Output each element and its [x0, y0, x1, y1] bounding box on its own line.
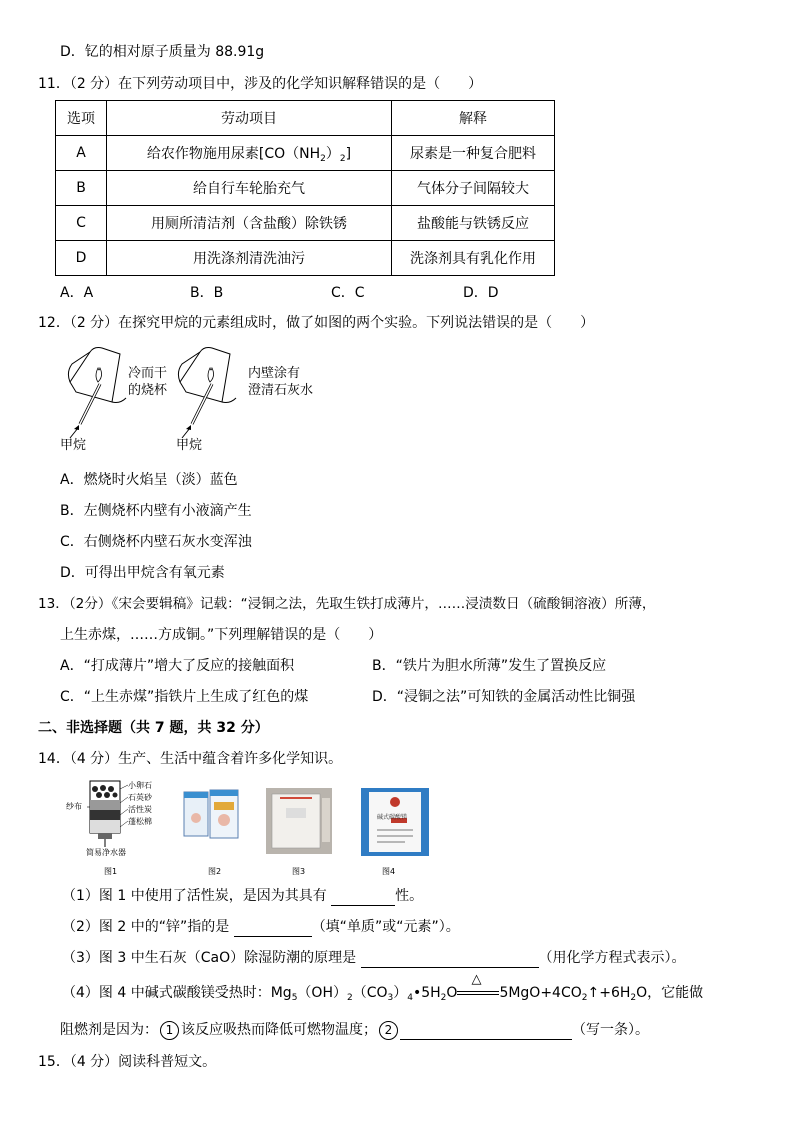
- row-reason: 盐酸能与铁锈反应: [392, 206, 555, 241]
- header-item: 劳动项目: [107, 101, 392, 136]
- left-beaker-label-2: 的烧杯: [128, 383, 168, 398]
- fig4-caption: 图4: [382, 867, 396, 876]
- q13-option-b: B．“铁片为胆水所薄”发生了置换反应: [372, 658, 607, 674]
- heat-condition-arrow: [457, 972, 499, 1003]
- row-option: D: [56, 241, 107, 276]
- row-option: C: [56, 206, 107, 241]
- row-item: 给农作物施用尿素$[CO(NH_2)_2]$: [107, 136, 392, 171]
- q11-option-c: C．C: [331, 285, 365, 301]
- q12-option-b: B．左侧烧杯内壁有小液滴产生: [60, 503, 252, 519]
- q10-option-d: D．钇的相对原子质量为 88.91g: [60, 44, 265, 60]
- row-item: 用洗涤剂清洗油污: [107, 241, 392, 276]
- label-cotton: 蓬松棉: [128, 817, 152, 826]
- q12-stem: 12．（2 分）在探究甲烷的元素组成时，做了如图的两个实验。下列说法错误的是（ ）: [38, 315, 595, 331]
- label-cloth: 纱布: [66, 802, 82, 811]
- carbon-layer-icon: [90, 810, 120, 820]
- row-option: A: [56, 136, 107, 171]
- label-sand: 石英砂: [128, 793, 152, 802]
- row-reason: 尿素是一种复合肥料: [392, 136, 555, 171]
- q12-option-c: C．右侧烧杯内壁石灰水变浑浊: [60, 534, 252, 550]
- circled-number-2: 2: [379, 1021, 398, 1040]
- q11-option-b: B．B: [190, 285, 224, 301]
- header-option: 选项: [56, 101, 107, 136]
- table-row: [56, 241, 555, 276]
- right-beaker-label-2: 澄清石灰水: [248, 383, 314, 398]
- circled-number-1: 1: [160, 1021, 179, 1040]
- zinc-milk-figure: [182, 788, 240, 840]
- left-beaker-label-1: 冷而干: [128, 366, 168, 381]
- table-row: [56, 136, 555, 171]
- fig2-caption: 图2: [208, 867, 222, 876]
- fig3-caption: 图3: [292, 867, 306, 876]
- q13-option-d: D．“浸铜之法”可知铁的金属活动性比铜强: [372, 689, 636, 705]
- answer-blank-4[interactable]: [400, 1023, 572, 1040]
- section-2-title: 二、非选择题（共 7 题，共 32 分）: [38, 720, 269, 736]
- gas-label-right: 甲烷: [176, 438, 203, 453]
- q11-option-d: D．D: [463, 285, 499, 301]
- q14-part-2: （2）图 2 中的“锌”指的是 （填“单质”或“元素”）。: [62, 919, 460, 935]
- answer-blank-3[interactable]: [361, 951, 539, 968]
- answer-blank-1[interactable]: [331, 889, 395, 906]
- q14-part-3: （3）图 3 中生石灰（CaO）除湿防潮的原理是 （用化学方程式表示）。: [62, 950, 686, 966]
- row-item: 用厕所清洁剂（含盐酸）除铁锈: [107, 206, 392, 241]
- q14-stem: 14．（4 分）生产、生活中蕴含着许多化学知识。: [38, 751, 343, 767]
- left-beaker-icon: [68, 348, 126, 403]
- quicklime-bag-figure: [266, 788, 332, 854]
- q12-option-d: D．可得出甲烷含有氧元素: [60, 565, 225, 581]
- right-flame-icon: [208, 368, 214, 382]
- magnesium-carbonate-figure: [361, 788, 429, 856]
- row-reason: 洗涤剂具有乳化作用: [392, 241, 555, 276]
- q15-stem: 15．（4 分）阅读科普短文。: [38, 1054, 217, 1070]
- q14-part-1: （1）图 1 中使用了活性炭，是因为其具有 性。: [62, 888, 424, 904]
- pebble-layer-icon: [92, 785, 118, 798]
- q11-option-a: A．A: [60, 285, 94, 301]
- q14-part-4: （4）图 4 中碱式碳酸镁受热时：$Mg_5(OH)_2(CO_3)_4•5H_2O$ △ $5MgO+4CO_2↑+6H_2O$，它能做: [62, 972, 704, 1003]
- answer-blank-2[interactable]: [234, 920, 312, 937]
- q14-part-4-line2: 阻燃剂是因为： 1 该反应吸热而降低可燃物温度； 2 （写一条）。: [60, 1022, 649, 1038]
- desiccant-bag-icon: [272, 794, 320, 848]
- q13-stem-line2: 上生赤煤，……方成铜。”下列理解错误的是（ ）: [60, 627, 383, 643]
- row-item: 给自行车轮胎充气: [107, 171, 392, 206]
- fig4-bag-label: 碱式碳酸镁: [377, 814, 408, 821]
- table-row: [56, 206, 555, 241]
- sand-layer-icon: [90, 800, 120, 810]
- left-flame-icon: [96, 368, 102, 382]
- right-beaker-label-1: 内壁涂有: [248, 366, 301, 381]
- q12-option-a: A．燃烧时火焰呈（淡）蓝色: [60, 472, 238, 488]
- q13-stem-line1: 13．（2分）《宋会要辑稿》记载：“浸铜之法，先取生铁打成薄片，……浸渍数日（硫酸铜溶液）所薄，: [38, 596, 656, 612]
- row-option: B: [56, 171, 107, 206]
- table-row: [56, 171, 555, 206]
- q13-option-a: A．“打成薄片”增大了反应的接触面积: [60, 658, 295, 674]
- label-carbon: 活性炭: [128, 805, 152, 814]
- cotton-layer-icon: [90, 820, 120, 833]
- q11-stem: 11．（2 分）在下列劳动项目中，涉及的化学知识解释错误的是（ ）: [38, 76, 483, 92]
- heat-triangle-icon: △: [471, 972, 482, 987]
- label-pebble: 小卵石: [128, 781, 152, 790]
- q11-table: [55, 100, 555, 276]
- row-reason: 气体分子间隔较大: [392, 171, 555, 206]
- fig1-caption: 图1: [104, 867, 118, 876]
- header-reason: 解释: [392, 101, 555, 136]
- label-filter-name: 简易净水器: [86, 848, 126, 857]
- table-header-row: [56, 101, 555, 136]
- q13-option-c: C．“上生赤煤”指铁片上生成了红色的煤: [60, 689, 309, 705]
- gas-label-left: 甲烷: [60, 438, 87, 453]
